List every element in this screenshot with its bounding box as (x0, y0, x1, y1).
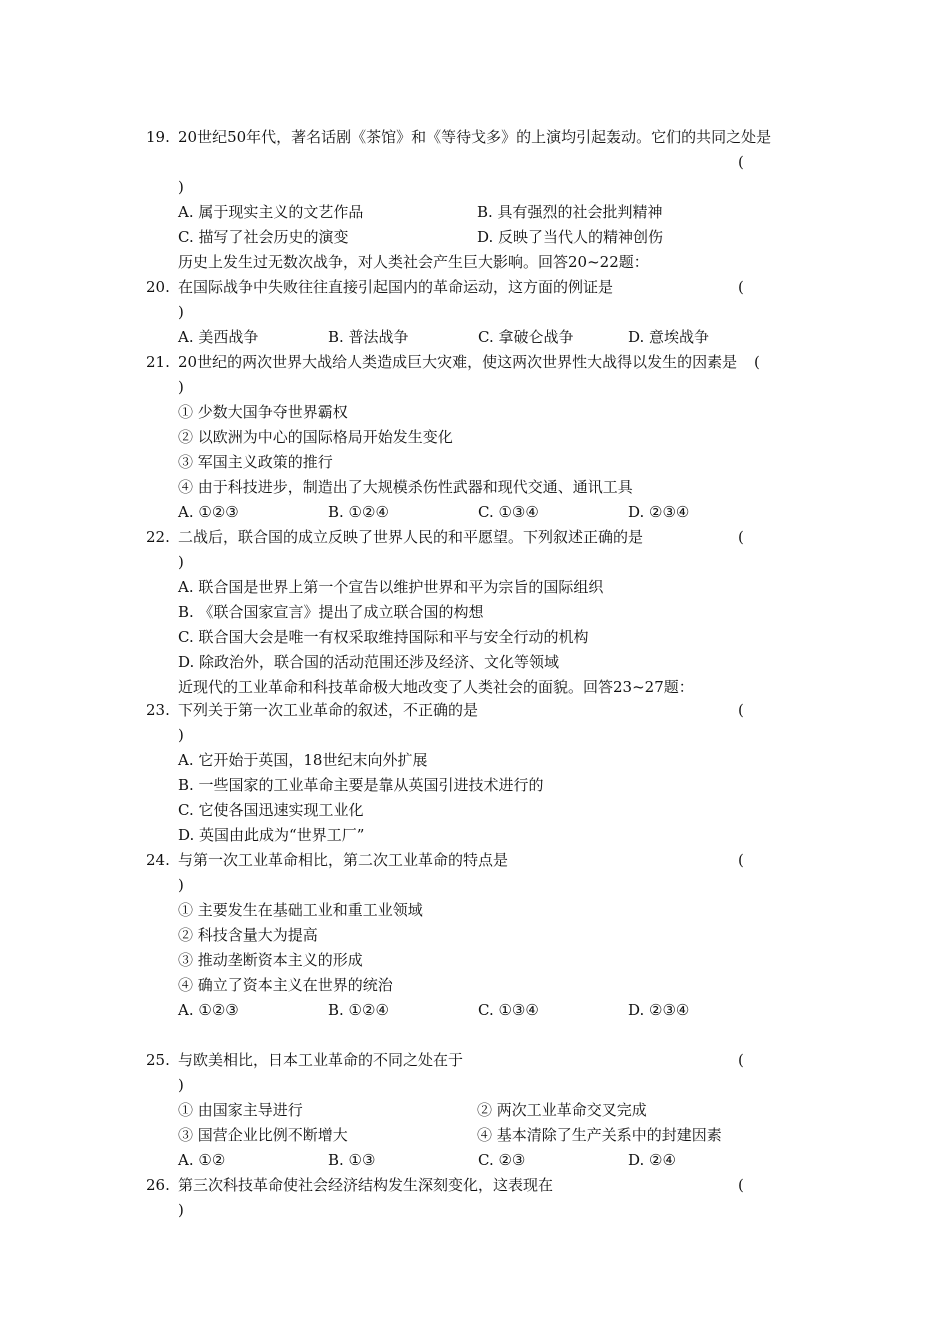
q21-option-b: B. ①②④ (328, 503, 389, 521)
q21-item-1: ① 少数大国争夺世界霸权 (178, 403, 348, 421)
question-26-number: 26. (146, 1176, 170, 1194)
q24-option-d: D. ②③④ (628, 1001, 690, 1019)
q24-item-2: ② 科技含量大为提高 (178, 926, 318, 944)
q25-item-4: ④ 基本清除了生产关系中的封建因素 (477, 1126, 722, 1144)
answer-paren-open: ( (738, 851, 744, 869)
answer-paren-open: ( (738, 1176, 744, 1194)
question-26-stem: 第三次科技革命使社会经济结构发生深刻变化，这表现在 (178, 1176, 554, 1194)
q19-option-c: C. 描写了社会历史的演变 (178, 228, 349, 246)
answer-paren-close: ) (178, 1076, 184, 1094)
question-24-number: 24. (146, 851, 170, 869)
q23-option-a: A. 它开始于英国，18世纪末向外扩展 (178, 751, 428, 769)
q23-option-d: D. 英国由此成为“世界工厂” (178, 826, 365, 844)
question-23-number: 23. (146, 701, 170, 719)
q25-option-c: C. ②③ (478, 1151, 526, 1169)
answer-paren-close: ) (178, 553, 184, 571)
answer-paren-close: ) (178, 876, 184, 894)
q23-option-b: B. 一些国家的工业革命主要是靠从英国引进技术进行的 (178, 776, 544, 794)
question-19-number: 19. (146, 128, 170, 146)
q22-option-d: D. 除政治外，联合国的活动范围还涉及经济、文化等领域 (178, 653, 560, 671)
answer-paren-open: ( (738, 1051, 744, 1069)
answer-paren-open: ( (738, 278, 744, 296)
q20-option-c: C. 拿破仑战争 (478, 328, 574, 346)
answer-paren-open: ( (738, 528, 744, 546)
question-22-number: 22. (146, 528, 170, 546)
section-intro-20-22: 历史上发生过无数次战争，对人类社会产生巨大影响。回答20~22题： (178, 253, 649, 271)
q21-item-3: ③ 军国主义政策的推行 (178, 453, 333, 471)
q19-option-b: B. 具有强烈的社会批判精神 (477, 203, 663, 221)
answer-paren-open: ( (738, 701, 744, 719)
question-23-stem: 下列关于第一次工业革命的叙述，不正确的是 (178, 701, 479, 719)
q24-option-c: C. ①③④ (478, 1001, 539, 1019)
section-intro-23-27: 近现代的工业革命和科技革命极大地改变了人类社会的面貌。回答23~27题： (178, 678, 694, 696)
q20-option-a: A. 美西战争 (178, 328, 259, 346)
question-24-stem: 与第一次工业革命相比，第二次工业革命的特点是 (178, 851, 509, 869)
answer-paren-close: ) (178, 378, 184, 396)
q20-option-b: B. 普法战争 (328, 328, 409, 346)
q22-option-b: B. 《联合国家宣言》提出了成立联合国的构想 (178, 603, 484, 621)
q24-item-4: ④ 确立了资本主义在世界的统治 (178, 976, 393, 994)
question-21-stem: 20世纪的两次世界大战给人类造成巨大灾难，使这两次世界性大战得以发生的因素是 (178, 353, 738, 371)
q21-option-c: C. ①③④ (478, 503, 539, 521)
q25-option-b: B. ①③ (328, 1151, 376, 1169)
q21-item-2: ② 以欧洲为中心的国际格局开始发生变化 (178, 428, 453, 446)
q25-option-a: A. ①② (178, 1151, 226, 1169)
q22-option-a: A. 联合国是世界上第一个宣告以维护世界和平为宗旨的国际组织 (178, 578, 604, 596)
answer-paren-close: ) (178, 303, 184, 321)
q20-option-d: D. 意埃战争 (628, 328, 710, 346)
question-25-number: 25. (146, 1051, 170, 1069)
q21-option-d: D. ②③④ (628, 503, 690, 521)
q19-option-d: D. 反映了当代人的精神创伤 (477, 228, 664, 246)
q25-item-2: ② 两次工业革命交叉完成 (477, 1101, 647, 1119)
question-21-number: 21. (146, 353, 170, 371)
q24-item-3: ③ 推动垄断资本主义的形成 (178, 951, 363, 969)
q21-option-a: A. ①②③ (178, 503, 239, 521)
answer-paren-close: ) (178, 178, 184, 196)
q19-option-a: A. 属于现实主义的文艺作品 (178, 203, 364, 221)
question-19-stem: 20世纪50年代，著名话剧《茶馆》和《等待戈多》的上演均引起轰动。它们的共同之处是 (178, 128, 772, 146)
q25-option-d: D. ②④ (628, 1151, 676, 1169)
question-22-stem: 二战后，联合国的成立反映了世界人民的和平愿望。下列叙述正确的是 (178, 528, 644, 546)
answer-paren-open: ( (738, 153, 744, 171)
q24-option-a: A. ①②③ (178, 1001, 239, 1019)
question-20-number: 20. (146, 278, 170, 296)
q21-item-4: ④ 由于科技进步，制造出了大规模杀伤性武器和现代交通、通讯工具 (178, 478, 633, 496)
q25-item-1: ① 由国家主导进行 (178, 1101, 303, 1119)
q25-item-3: ③ 国营企业比例不断增大 (178, 1126, 348, 1144)
question-20-stem: 在国际战争中失败往往直接引起国内的革命运动，这方面的例证是 (178, 278, 614, 296)
question-25-stem: 与欧美相比，日本工业革命的不同之处在于 (178, 1051, 464, 1069)
q24-item-1: ① 主要发生在基础工业和重工业领域 (178, 901, 423, 919)
answer-paren-close: ) (178, 726, 184, 744)
q22-option-c: C. 联合国大会是唯一有权采取维持国际和平与安全行动的机构 (178, 628, 589, 646)
answer-paren-close: ) (178, 1201, 184, 1219)
q23-option-c: C. 它使各国迅速实现工业化 (178, 801, 364, 819)
q24-option-b: B. ①②④ (328, 1001, 389, 1019)
answer-paren-open: ( (754, 353, 760, 371)
